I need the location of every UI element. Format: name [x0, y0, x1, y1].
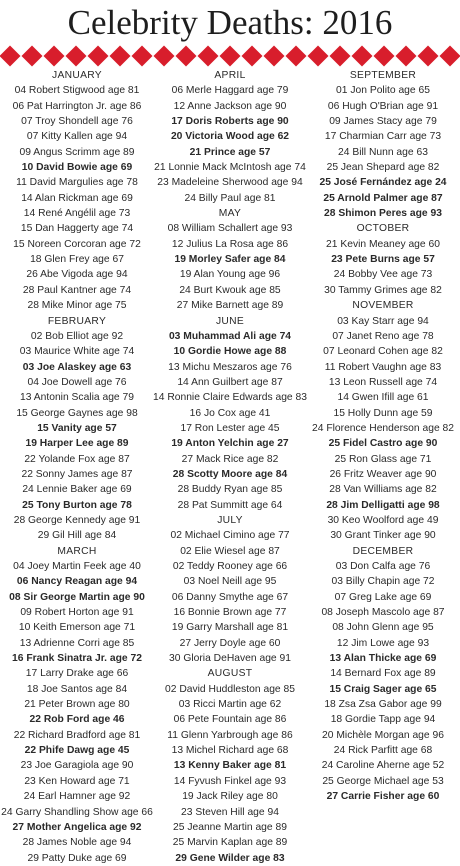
diamond-icon — [154, 46, 175, 67]
diamond-icon — [242, 46, 263, 67]
death-entry: 25 José Fernández age 24 — [306, 175, 460, 190]
death-entry: 27 Carrie Fisher age 60 — [306, 789, 460, 804]
death-entry: 27 Mack Rice age 82 — [152, 452, 308, 467]
death-entry: 28 George Kennedy age 91 — [0, 513, 154, 528]
death-entry: 03 Noel Neill age 95 — [152, 574, 308, 589]
death-entry: 25 Tony Burton age 78 — [0, 498, 154, 513]
death-entry: 18 Glen Frey age 67 — [0, 252, 154, 267]
death-entry: 23 Pete Burns age 57 — [306, 252, 460, 267]
death-entry: 01 Jon Polito age 65 — [306, 83, 460, 98]
death-entry: 13 Kenny Baker age 81 — [152, 758, 308, 773]
death-entry: 13 Leon Russell age 74 — [306, 375, 460, 390]
death-entry: 25 George Michael age 53 — [306, 774, 460, 789]
death-entry: 03 Joe Alaskey age 63 — [0, 360, 154, 375]
month-heading: OCTOBER — [306, 221, 460, 236]
death-entry: 21 Kevin Meaney age 60 — [306, 237, 460, 252]
death-entry: 19 Anton Yelchin age 27 — [152, 436, 308, 451]
month-heading: JANUARY — [0, 68, 154, 83]
death-entry: 09 Robert Horton age 91 — [0, 605, 154, 620]
death-entry: 10 Gordie Howe age 88 — [152, 344, 308, 359]
death-entry: 07 Leonard Cohen age 82 — [306, 344, 460, 359]
death-entry: 16 Bonnie Brown age 77 — [152, 605, 308, 620]
month-heading: FEBRUARY — [0, 314, 154, 329]
column-1 — [0, 68, 154, 866]
death-entry: 30 Keo Woolford age 49 — [306, 513, 460, 528]
month-heading: JULY — [152, 513, 308, 528]
month-heading: DECEMBER — [306, 544, 460, 559]
death-entry: 11 Glenn Yarbrough age 86 — [152, 728, 308, 743]
death-entry: 30 Tammy Grimes age 82 — [306, 283, 460, 298]
death-entry: 15 Noreen Corcoran age 72 — [0, 237, 154, 252]
death-entry: 14 Ann Guilbert age 87 — [152, 375, 308, 390]
death-entry: 24 Rick Parfitt age 68 — [306, 743, 460, 758]
death-entry: 24 Garry Shandling Show age 66 — [0, 805, 154, 820]
death-entry: 04 Joey Martin Feek age 40 — [0, 559, 154, 574]
death-entry: 17 Doris Roberts age 90 — [152, 114, 308, 129]
death-entry: 25 Jean Shepard age 82 — [306, 160, 460, 175]
death-entry: 28 Scotty Moore age 84 — [152, 467, 308, 482]
death-entry: 09 James Stacy age 79 — [306, 114, 460, 129]
death-entry: 24 Burt Kwouk age 85 — [152, 283, 308, 298]
death-entry: 06 Pete Fountain age 86 — [152, 712, 308, 727]
death-entry: 14 Alan Rickman age 69 — [0, 191, 154, 206]
death-entry: 21 Prince age 57 — [152, 145, 308, 160]
death-entry: 20 Michèle Morgan age 96 — [306, 728, 460, 743]
death-entry: 24 Bobby Vee age 73 — [306, 267, 460, 282]
death-entry: 28 Mike Minor age 75 — [0, 298, 154, 313]
death-entry: 25 Marvin Kaplan age 89 — [152, 835, 308, 850]
death-entry: 25 Arnold Palmer age 87 — [306, 191, 460, 206]
death-entry: 08 William Schallert age 93 — [152, 221, 308, 236]
death-entry: 19 Harper Lee age 89 — [0, 436, 154, 451]
death-entry: 17 Charmian Carr age 73 — [306, 129, 460, 144]
death-entry: 29 Gene Wilder age 83 — [152, 851, 308, 866]
diamond-icon — [440, 46, 460, 67]
death-entry: 28 Paul Kantner age 74 — [0, 283, 154, 298]
death-entry: 21 Peter Brown age 80 — [0, 697, 154, 712]
diamond-divider — [0, 44, 460, 68]
death-entry: 08 Joseph Mascolo age 87 — [306, 605, 460, 620]
death-entry: 03 Kay Starr age 94 — [306, 314, 460, 329]
death-entry: 23 Madeleine Sherwood age 94 — [152, 175, 308, 190]
death-entry: 02 Bob Elliot age 92 — [0, 329, 154, 344]
death-entry: 13 Alan Thicke age 69 — [306, 651, 460, 666]
death-entry: 03 Ricci Martin age 62 — [152, 697, 308, 712]
death-entry: 06 Danny Smythe age 67 — [152, 590, 308, 605]
death-entry: 28 Van Williams age 82 — [306, 482, 460, 497]
death-entry: 24 Lennie Baker age 69 — [0, 482, 154, 497]
month-heading: MARCH — [0, 544, 154, 559]
death-entry: 19 Alan Young age 96 — [152, 267, 308, 282]
death-entry: 13 Antonin Scalia age 79 — [0, 390, 154, 405]
death-entry: 14 René Angélil age 73 — [0, 206, 154, 221]
death-entry: 03 Maurice White age 74 — [0, 344, 154, 359]
month-heading: NOVEMBER — [306, 298, 460, 313]
death-entry: 24 Florence Henderson age 82 — [306, 421, 460, 436]
death-entry: 03 Billy Chapin age 72 — [306, 574, 460, 589]
death-entry: 25 Jeanne Martin age 89 — [152, 820, 308, 835]
diamond-icon — [308, 46, 329, 67]
death-entry: 18 Joe Santos age 84 — [0, 682, 154, 697]
death-entry: 13 Michel Richard age 68 — [152, 743, 308, 758]
death-entry: 11 Robert Vaughn age 83 — [306, 360, 460, 375]
death-entry: 09 Angus Scrimm age 89 — [0, 145, 154, 160]
month-heading: AUGUST — [152, 666, 308, 681]
death-entry: 03 Muhammad Ali age 74 — [152, 329, 308, 344]
death-entry: 28 Jim Delligatti age 98 — [306, 498, 460, 513]
death-entry: 14 Gwen Ifill age 61 — [306, 390, 460, 405]
death-entry: 18 Zsa Zsa Gabor age 99 — [306, 697, 460, 712]
page-title: Celebrity Deaths: 2016 — [0, 2, 460, 44]
death-entry: 13 Adrienne Corri age 85 — [0, 636, 154, 651]
death-entry: 16 Jo Cox age 41 — [152, 406, 308, 421]
death-entry: 02 Michael Cimino age 77 — [152, 528, 308, 543]
death-entry: 24 Bill Nunn age 63 — [306, 145, 460, 160]
month-heading: SEPTEMBER — [306, 68, 460, 83]
death-entry: 07 Greg Lake age 69 — [306, 590, 460, 605]
death-entry: 11 David Margulies age 78 — [0, 175, 154, 190]
death-entry: 14 Ronnie Claire Edwards age 83 — [152, 390, 308, 405]
death-entry: 02 Elie Wiesel age 87 — [152, 544, 308, 559]
death-entry: 24 Caroline Aherne age 52 — [306, 758, 460, 773]
death-entry: 21 Lonnie Mack McIntosh age 74 — [152, 160, 308, 175]
death-entry: 12 Anne Jackson age 90 — [152, 99, 308, 114]
death-entry: 24 Billy Paul age 81 — [152, 191, 308, 206]
diamond-icon — [198, 46, 219, 67]
death-entry: 07 Kitty Kallen age 94 — [0, 129, 154, 144]
death-entry: 17 Ron Lester age 45 — [152, 421, 308, 436]
death-entry: 15 Holly Dunn age 59 — [306, 406, 460, 421]
diamond-icon — [22, 46, 43, 67]
death-entry: 30 Grant Tinker age 90 — [306, 528, 460, 543]
death-entry: 15 George Gaynes age 98 — [0, 406, 154, 421]
death-entry: 10 Keith Emerson age 71 — [0, 620, 154, 635]
diamond-icon — [44, 46, 65, 67]
diamond-icon — [374, 46, 395, 67]
death-entry: 29 Gil Hill age 84 — [0, 528, 154, 543]
diamond-icon — [264, 46, 285, 67]
death-entry: 08 Sir George Martin age 90 — [0, 590, 154, 605]
death-entry: 29 Patty Duke age 69 — [0, 851, 154, 866]
death-entry: 15 Vanity age 57 — [0, 421, 154, 436]
death-entry: 12 Julius La Rosa age 86 — [152, 237, 308, 252]
death-entry: 14 Fyvush Finkel age 93 — [152, 774, 308, 789]
death-entry: 22 Phife Dawg age 45 — [0, 743, 154, 758]
diamond-icon — [176, 46, 197, 67]
death-entry: 06 Hugh O'Brian age 91 — [306, 99, 460, 114]
death-entry: 07 Troy Shondell age 76 — [0, 114, 154, 129]
death-entry: 26 Fritz Weaver age 90 — [306, 467, 460, 482]
death-entry: 28 Buddy Ryan age 85 — [152, 482, 308, 497]
death-entry: 28 Shimon Peres age 93 — [306, 206, 460, 221]
death-entry: 30 Gloria DeHaven age 91 — [152, 651, 308, 666]
death-entry: 27 Mike Barnett age 89 — [152, 298, 308, 313]
death-entry: 06 Merle Haggard age 79 — [152, 83, 308, 98]
death-entry: 04 Robert Stigwood age 81 — [0, 83, 154, 98]
diamond-icon — [110, 46, 131, 67]
diamond-icon — [66, 46, 87, 67]
month-heading: APRIL — [152, 68, 308, 83]
death-entry: 27 Mother Angelica age 92 — [0, 820, 154, 835]
diamond-icon — [352, 46, 373, 67]
death-entry: 10 David Bowie age 69 — [0, 160, 154, 175]
death-entry: 22 Sonny James age 87 — [0, 467, 154, 482]
death-entry: 14 Bernard Fox age 89 — [306, 666, 460, 681]
column-2 — [152, 68, 308, 866]
death-entry: 03 Don Calfa age 76 — [306, 559, 460, 574]
column-3 — [306, 68, 460, 805]
diamond-icon — [220, 46, 241, 67]
death-entry: 27 Jerry Doyle age 60 — [152, 636, 308, 651]
diamond-icon — [396, 46, 417, 67]
death-entry: 17 Larry Drake age 66 — [0, 666, 154, 681]
death-entry: 07 Janet Reno age 78 — [306, 329, 460, 344]
diamond-icon — [418, 46, 439, 67]
diamond-icon — [330, 46, 351, 67]
diamond-icon — [88, 46, 109, 67]
death-entry: 28 James Noble age 94 — [0, 835, 154, 850]
death-entry: 20 Victoria Wood age 62 — [152, 129, 308, 144]
death-entry: 02 Teddy Rooney age 66 — [152, 559, 308, 574]
death-entry: 15 Craig Sager age 65 — [306, 682, 460, 697]
death-entry: 06 Nancy Reagan age 94 — [0, 574, 154, 589]
death-entry: 22 Richard Bradford age 81 — [0, 728, 154, 743]
month-heading: MAY — [152, 206, 308, 221]
death-entry: 12 Jim Lowe age 93 — [306, 636, 460, 651]
death-entry: 19 Jack Riley age 80 — [152, 789, 308, 804]
death-entry: 24 Earl Hamner age 92 — [0, 789, 154, 804]
death-entry: 23 Ken Howard age 71 — [0, 774, 154, 789]
death-entry: 25 Ron Glass age 71 — [306, 452, 460, 467]
death-entry: 28 Pat Summitt age 64 — [152, 498, 308, 513]
diamond-icon — [132, 46, 153, 67]
death-entry: 25 Fidel Castro age 90 — [306, 436, 460, 451]
death-entry: 18 Gordie Tapp age 94 — [306, 712, 460, 727]
death-entry: 22 Rob Ford age 46 — [0, 712, 154, 727]
death-entry: 06 Pat Harrington Jr. age 86 — [0, 99, 154, 114]
death-entry: 04 Joe Dowell age 76 — [0, 375, 154, 390]
month-heading: JUNE — [152, 314, 308, 329]
death-entry: 15 Dan Haggerty age 74 — [0, 221, 154, 236]
death-entry: 26 Abe Vigoda age 94 — [0, 267, 154, 282]
death-entry: 02 David Huddleston age 85 — [152, 682, 308, 697]
death-entry: 23 Joe Garagiola age 90 — [0, 758, 154, 773]
death-entry: 16 Frank Sinatra Jr. age 72 — [0, 651, 154, 666]
diamond-icon — [286, 46, 307, 67]
death-entry: 13 Michu Meszaros age 76 — [152, 360, 308, 375]
death-entry: 19 Morley Safer age 84 — [152, 252, 308, 267]
death-entry: 22 Yolande Fox age 87 — [0, 452, 154, 467]
death-entry: 08 John Glenn age 95 — [306, 620, 460, 635]
diamond-icon — [0, 46, 21, 67]
death-entry: 19 Garry Marshall age 81 — [152, 620, 308, 635]
death-entry: 23 Steven Hill age 94 — [152, 805, 308, 820]
